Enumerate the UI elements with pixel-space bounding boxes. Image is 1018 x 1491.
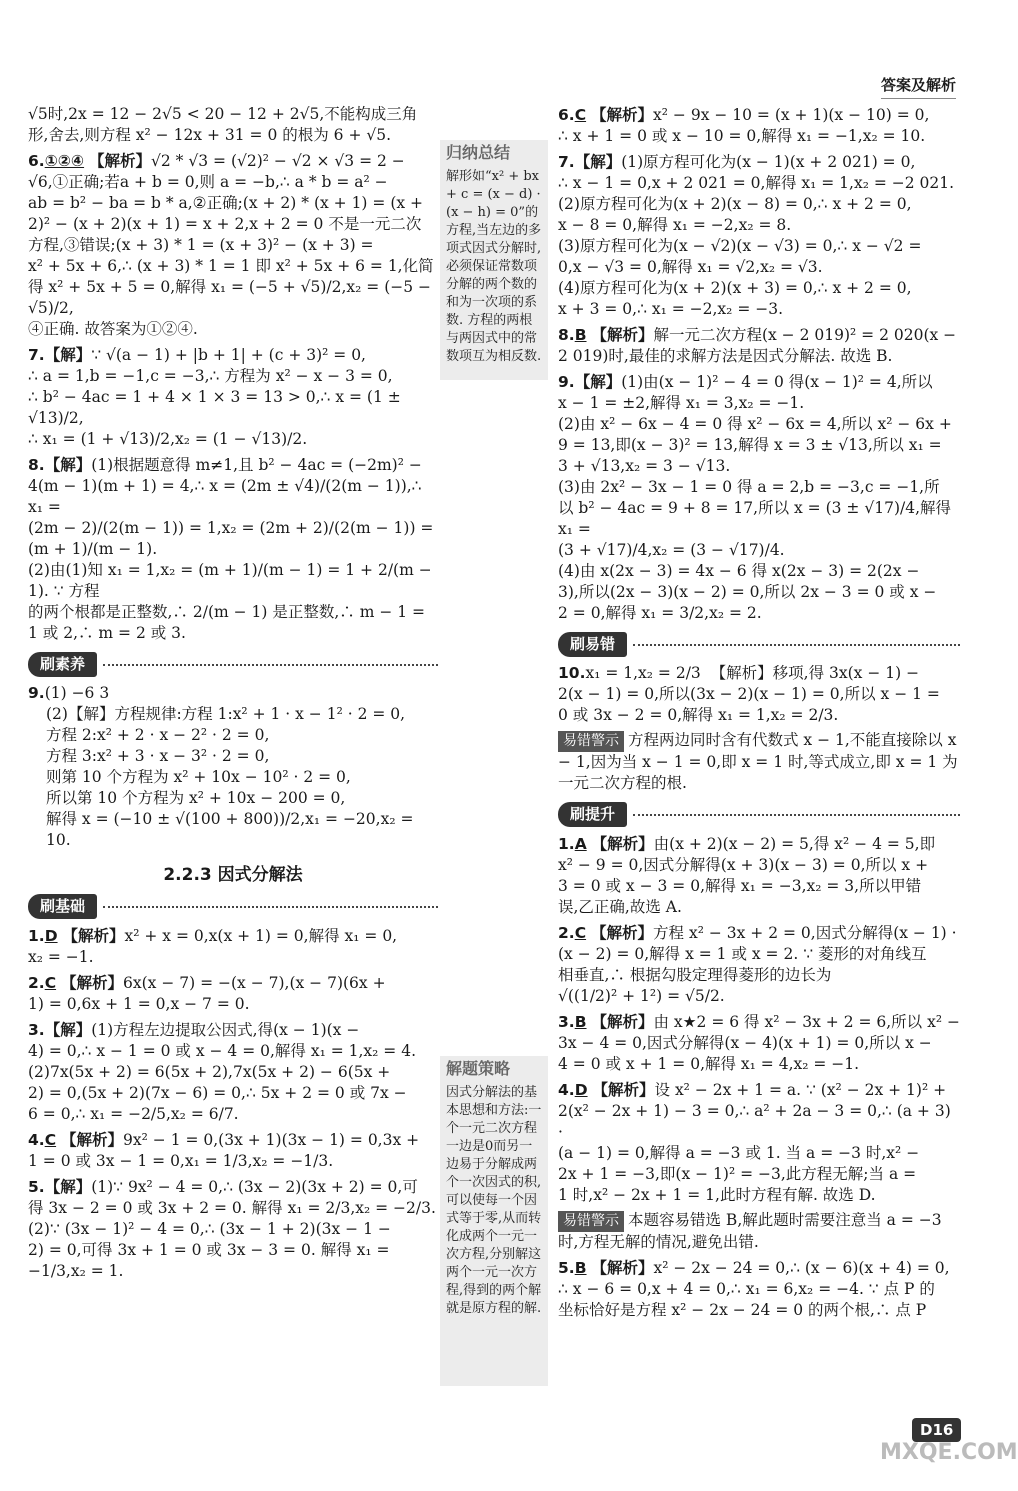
banner-yicuo — [558, 632, 960, 657]
text-line: 2) = 0,(5x + 2)(7x − 6) = 0,∴ 5x + 2 = 0 或 7x − — [28, 1084, 407, 1102]
text-line: ∴ b² − 4ac = 1 + 4 × 1 × 3 = 13 > 0,∴ x = (1 ± √13)/2, — [28, 388, 406, 427]
question-r6 — [558, 104, 960, 147]
sidebar-note-title: 解题策略 — [446, 1059, 511, 1078]
text-line: 2(x − 1) = 0,所以(3x − 2)(x − 1) = 0,所以 x − 1 = — [558, 685, 940, 703]
analysis-tag: 【解析】 — [62, 926, 125, 945]
answer-choice: C — [574, 924, 587, 942]
text-line: (2)【解】方程规律:方程 1:x² + 1 · x − 1² · 2 = 0, — [46, 705, 406, 723]
text-line: ∴ x₁ = (1 + √13)/2,x₂ = (1 − √13)/2. — [28, 430, 308, 448]
top-continuation — [28, 104, 438, 146]
question-number: 7. — [28, 346, 45, 364]
text-line: 解得 x = (−10 ± √(100 + 800))/2,x₁ = −20,x₂ = 10. — [46, 810, 419, 849]
banner-divider — [103, 664, 438, 666]
analysis-tag: 【解析】 — [61, 1130, 124, 1149]
question-number: 2. — [558, 924, 575, 942]
page-number: D16 — [912, 1418, 961, 1442]
banner-label: 刷提升 — [558, 802, 627, 827]
question-number: 1. — [558, 835, 575, 853]
basic-question-3 — [28, 1019, 438, 1125]
question-number: 9. — [28, 684, 45, 702]
question-number: 5. — [28, 1178, 45, 1196]
text-line: 误,乙正确,故选 A. — [558, 898, 682, 916]
warning-label: 易错警示 — [558, 731, 624, 752]
question-number: 4. — [558, 1081, 575, 1099]
question-number: 1. — [28, 927, 45, 945]
text-line: 方程 2:x² + 2 · x − 2² · 2 = 0, — [46, 726, 270, 744]
text-line: (1)由(x − 1)² − 4 = 0 得(x − 1)² = 4,所以 — [621, 373, 933, 391]
text-line: 方程 3:x² + 3 · x − 3² · 2 = 0, — [46, 747, 270, 765]
text-line: ∵ √(a − 1) + |b + 1| + (c + 3)² = 0, — [91, 346, 366, 364]
question-number: 4. — [28, 1131, 45, 1149]
text-line: (1)原方程可化为(x − 1)(x + 2 021) = 0, — [621, 153, 916, 171]
text-line: 9 = 13,即(x − 3)² = 13,解得 x = 3 ± √13,所以 x₁ = — [558, 436, 942, 454]
text-line: 3),所以(2x − 3)(x − 2) = 0,所以 2x − 3 = 0 或 x − — [558, 583, 937, 601]
warning-text: 方程两边同时含有代数式 x − 1,不能直接除以 x − 1,因为当 x − 1 = 0,即 x = 1 时,等式成立,即 x = 1 为一元二次方程的根. — [558, 731, 958, 792]
watermark: MXQE.COM — [880, 1440, 1018, 1465]
text-line: 方程,③错误;(x + 3) * 1 = (x + 3)² − (x + 3) = — [28, 236, 374, 254]
text-line: ∴ x − 1 = 0,x + 2 021 = 0,解得 x₁ = 1,x₂ = −2 021. — [558, 174, 955, 192]
banner-divider — [633, 814, 960, 816]
question-7 — [28, 344, 438, 450]
text-line: 由(x + 2)(x − 2) = 5,得 x² − 4 = 5,即 — [653, 835, 936, 853]
text-line: 1 = 0 或 3x − 1 = 0,x₁ = 1/3,x₂ = −1/3. — [28, 1152, 334, 1170]
answer-choice: D — [574, 1081, 588, 1099]
text-line: (2)由(1)知 x₁ = 1,x₂ = (m + 1)/(m − 1) = 1 + 2/(m − 1). ∵ 方程 — [28, 561, 437, 600]
section-title: 2.2.3 因式分解法 — [163, 865, 303, 885]
text-line: (3 + √17)/4,x₂ = (3 − √17)/4. — [558, 541, 785, 559]
answer-choice: D — [44, 927, 58, 945]
text-line: (1)∵ 9x² − 4 = 0,∴ (3x − 2)(3x + 2) = 0,可 — [91, 1178, 418, 1196]
answer-choice: C — [44, 974, 57, 992]
text-line: 2x + 1 = −3,即(x − 1)² = −3,此方程无解;当 a = — [558, 1165, 917, 1183]
analysis-tag: 【解析】 — [592, 1080, 655, 1099]
banner-suyang — [28, 652, 438, 677]
advanced-question-2 — [558, 922, 960, 1007]
text-line: x₁ = 1,x₂ = 2/3 【解析】移项,得 3x(x − 1) − — [585, 664, 920, 682]
question-6 — [28, 150, 438, 340]
text-line: (3)原方程可化为(x − √2)(x − √3) = 0,∴ x − √2 = — [558, 237, 922, 255]
text-line: 2)² − (x + 2)(x + 1) = x + 2,x + 2 = 0 不是一元二次 — [28, 215, 422, 233]
text-line: 2) = 0,可得 3x + 1 = 0 或 3x − 3 = 0. 解得 x₁ = — [28, 1241, 390, 1259]
question-number: 2. — [28, 974, 45, 992]
question-r10 — [558, 663, 960, 726]
sidebar-note-summary — [440, 140, 548, 380]
text-line: 所以第 10 个方程为 x² + 10x − 200 = 0, — [46, 789, 346, 807]
answer-choice: B — [574, 326, 587, 344]
question-number: 9. — [558, 373, 575, 391]
warning-note-2 — [558, 1210, 960, 1253]
text-line: (1)方程左边提取公因式,得(x − 1)(x − — [91, 1021, 360, 1039]
text-line: 4(m − 1)(m + 1) = 4,∴ x = (2m ± √4)/(2(m − 1)),∴ x₁ = — [28, 477, 427, 516]
advanced-question-4 — [558, 1079, 960, 1206]
header-title: 答案及解析 — [881, 74, 956, 99]
sidebar-note-title: 归纳总结 — [446, 143, 511, 162]
text-line: 4) = 0,∴ x − 1 = 0 或 x − 4 = 0,解得 x₁ = 1,x₂ = 4. — [28, 1042, 416, 1060]
sidebar-note-strategy — [440, 1056, 548, 1386]
text-line: 的两个根都是正整数,∴ 2/(m − 1) 是正整数,∴ m − 1 = — [28, 603, 426, 621]
left-column — [28, 104, 438, 1286]
answer-choice: A — [574, 835, 587, 853]
text-line: 1) = 0,6x + 1 = 0,x − 7 = 0. — [28, 995, 250, 1013]
sidebar-note-text: 因式分解法的基本思想和方法:一个一元二次方程一边是0而另一边易于分解成两个一次因式的积,可以使每一个因式等于零,从而转化成两个一元一次方程,分别解这两个一元一次方程,得到的两个解就是原方程的解. — [446, 1085, 542, 1316]
answer-choice: C — [574, 106, 587, 124]
answer-choice: ①②④ — [44, 152, 85, 170]
advanced-question-5 — [558, 1257, 960, 1321]
text-line: (2)原方程可化为(x + 2)(x − 8) = 0,∴ x + 2 = 0, — [558, 195, 912, 213]
text-line: 解一元二次方程(x − 2 019)² = 2 020(x − — [653, 326, 957, 344]
analysis-tag: 【解析】 — [591, 1012, 654, 1031]
question-number: 6. — [558, 106, 575, 124]
text-line: 2 019)时,最佳的求解方法是因式分解法. 故选 B. — [558, 347, 893, 365]
question-r9 — [558, 371, 960, 624]
text-line: 3 = 0 或 x − 3 = 0,解得 x₁ = −3,x₂ = 3,所以甲错 — [558, 877, 922, 895]
text-line: 3x − 4 = 0,因式分解得(x − 4)(x + 1) = 0,所以 x − — [558, 1034, 932, 1052]
text-line: 2(x² − 2x + 1) − 3 = 0,∴ a² + 2a − 3 = 0,∴ (a + 3) · — [558, 1102, 956, 1141]
text-line: 设 x² − 2x + 1 = a. ∵ (x² − 2x + 1)² + — [654, 1081, 947, 1099]
text-line: 6 = 0,∴ x₁ = −2/5,x₂ = 6/7. — [28, 1105, 239, 1123]
text-line: x² − 9x − 10 = (x + 1)(x − 10) = 0, — [653, 106, 930, 124]
text-line: (2)由 x² − 6x − 4 = 0 得 x² − 6x = 4,所以 x² − 6x + — [558, 415, 952, 433]
question-number: 8. — [28, 456, 45, 474]
text-line: √5时,2x = 12 − 2√5 < 20 − 12 + 2√5,不能构成三角 — [28, 105, 418, 123]
text-line: −1/3,x₂ = 1. — [28, 1262, 124, 1280]
question-r7 — [558, 151, 960, 320]
question-8 — [28, 454, 438, 644]
text-line: √2 * √3 = (√2)² − √2 × √3 = 2 − — [151, 152, 405, 170]
banner-divider — [103, 906, 438, 908]
banner-label: 刷易错 — [558, 632, 627, 657]
solution-tag: 【解】 — [574, 372, 622, 391]
text-line: 得 3x − 2 = 0 或 3x + 2 = 0. 解得 x₁ = 2/3,x₂ = −2/3. — [28, 1199, 436, 1217]
warning-label: 易错警示 — [558, 1211, 624, 1232]
analysis-tag: 【解析】 — [591, 105, 654, 124]
text-line: x² + x = 0,x(x + 1) = 0,解得 x₁ = 0, — [124, 927, 398, 945]
answer-choice: B — [574, 1013, 587, 1031]
text-line: (3)由 2x² − 3x − 1 = 0 得 a = 2,b = −3,c = −1,所 — [558, 478, 940, 496]
text-line: (a − 1) = 0,解得 a = −3 或 1. 当 a = −3 时,x² − — [558, 1144, 920, 1162]
text-line: 3 + √13,x₂ = 3 − √13. — [558, 457, 731, 475]
text-line: 得 x² + 5x + 5 = 0,解得 x₁ = (−5 + √5)/2,x₂ = (−5 − √5)/2, — [28, 278, 436, 317]
text-line: (4)原方程可化为(x + 2)(x + 3) = 0,∴ x + 2 = 0, — [558, 279, 912, 297]
text-line: (4)由 x(2x − 3) = 4x − 6 得 x(2x − 3) = 2(2x − — [558, 562, 920, 580]
text-line: ab = b² − ba = b * a,②正确;(x + 2) * (x + 1) = (x + — [28, 194, 424, 212]
banner-jichu — [28, 894, 438, 919]
text-line: 0,x − √3 = 0,解得 x₁ = √2,x₂ = √3. — [558, 258, 823, 276]
text-line: (1) −6 3 — [44, 684, 110, 702]
text-line: (2)∵ (3x − 1)² − 4 = 0,∴ (3x − 1 + 2)(3x − 1 − — [28, 1220, 391, 1238]
text-line: ④正确. 故答案为①②④. — [28, 320, 198, 338]
text-line: 1 或 2,∴ m = 2 或 3. — [28, 624, 186, 642]
sidebar-note-text: 解形如“x² + bx + c = (x − d) · (x − h) = 0”的方程,当左边的多项式因式分解时,必须保证常数项分解的两个数的和为一次项的系数. 方程的两根与两因式中的常数项互为相反数. — [446, 169, 542, 364]
text-line: 1 时,x² − 2x + 1 = 1,此时方程有解. 故选 D. — [558, 1186, 876, 1204]
solution-tag: 【解】 — [574, 152, 622, 171]
text-line: 由 x★2 = 6 得 x² − 3x + 2 = 6,所以 x² − — [653, 1013, 960, 1031]
text-line: 9x² − 1 = 0,(3x + 1)(3x − 1) = 0,3x + — [123, 1131, 420, 1149]
advanced-question-1 — [558, 833, 960, 918]
warning-note-1 — [558, 730, 960, 794]
question-number: 3. — [28, 1021, 45, 1039]
right-column — [558, 104, 960, 1325]
text-line: (2m − 2)/(2(m − 1)) = 1,x₂ = (2m + 2)/(2(m − 1)) = (m + 1)/(m − 1). — [28, 519, 439, 558]
banner-tisheng — [558, 802, 960, 827]
banner-divider — [633, 644, 960, 646]
banner-label: 刷素养 — [28, 652, 97, 677]
basic-question-4 — [28, 1129, 438, 1172]
text-line: √6,①正确;若a + b = 0,则 a = −b,∴ a * b = a² − — [28, 173, 388, 191]
analysis-tag: 【解析】 — [591, 325, 654, 344]
text-line: (1)根据题意得 m≠1,且 b² − 4ac = (−2m)² − — [91, 456, 422, 474]
text-line: √((1/2)² + 1²) = √5/2. — [558, 987, 725, 1005]
text-line: 6x(x − 7) = −(x − 7),(x − 7)(6x + — [123, 974, 386, 992]
text-line: 则第 10 个方程为 x² + 10x − 10² · 2 = 0, — [46, 768, 351, 786]
question-number: 7. — [558, 153, 575, 171]
answer-choice: C — [44, 1131, 57, 1149]
analysis-tag: 【解析】 — [591, 923, 654, 942]
solution-tag: 【解】 — [44, 345, 92, 364]
text-line: x − 1 = ±2,解得 x₁ = 3,x₂ = −1. — [558, 394, 805, 412]
basic-question-2 — [28, 972, 438, 1015]
text-line: 以 b² − 4ac = 9 + 8 = 17,所以 x = (3 ± √17)/4,解得 x₁ = — [558, 499, 956, 538]
text-line: (2)7x(5x + 2) = 6(5x + 2),7x(5x + 2) − 6(5x + — [28, 1063, 391, 1081]
text-line: 2 = 0,解得 x₁ = 3/2,x₂ = 2. — [558, 604, 762, 622]
question-number: 3. — [558, 1013, 575, 1031]
text-line: 坐标恰好是方程 x² − 2x − 24 = 0 的两个根,∴ 点 P — [558, 1301, 927, 1319]
text-line: x² − 9 = 0,因式分解得(x + 3)(x − 3) = 0,所以 x + — [558, 856, 929, 874]
solution-tag: 【解】 — [44, 455, 92, 474]
text-line: 相垂直,∴ 根据勾股定理得菱形的边长为 — [558, 966, 832, 984]
analysis-tag: 【解析】 — [591, 1258, 654, 1277]
question-number: 10. — [558, 664, 586, 682]
solution-tag: 【解】 — [44, 1020, 92, 1039]
question-number: 5. — [558, 1259, 575, 1277]
analysis-tag: 【解析】 — [89, 151, 152, 170]
text-line: 方程 x² − 3x + 2 = 0,因式分解得(x − 1) · — [653, 924, 957, 942]
warning-text: 本题容易错选 B,解此题时需要注意当 a = −3 时,方程无解的情况,避免出错. — [558, 1211, 942, 1251]
text-line: 4 = 0 或 x + 1 = 0,解得 x₁ = 4,x₂ = −1. — [558, 1055, 860, 1073]
question-9 — [28, 683, 438, 851]
text-line: 0 或 3x − 2 = 0,解得 x₁ = 1,x₂ = 2/3. — [558, 706, 839, 724]
solution-tag: 【解】 — [44, 1177, 92, 1196]
text-line: x − 8 = 0,解得 x₁ = −2,x₂ = 8. — [558, 216, 792, 234]
text-line: x² − 2x − 24 = 0,∴ (x − 6)(x + 4) = 0, — [653, 1259, 950, 1277]
text-line: x₂ = −1. — [28, 948, 94, 966]
text-line: ∴ x + 1 = 0 或 x − 10 = 0,解得 x₁ = −1,x₂ = 10. — [558, 127, 926, 145]
question-number: 6. — [28, 152, 45, 170]
analysis-tag: 【解析】 — [61, 973, 124, 992]
advanced-question-3 — [558, 1011, 960, 1075]
text-line: x² + 5x + 6,∴ (x + 3) * 1 = 1 即 x² + 5x + 6 = 1,化简 — [28, 257, 434, 275]
text-line: x + 3 = 0,∴ x₁ = −2,x₂ = −3. — [558, 300, 784, 318]
text-line: ∴ x − 6 = 0,x + 4 = 0,∴ x₁ = 6,x₂ = −4. ∵ 点 P 的 — [558, 1280, 935, 1298]
basic-question-5 — [28, 1176, 438, 1282]
text-line: (x − 2) = 0,解得 x = 1 或 x = 2. ∵ 菱形的对角线互 — [558, 945, 927, 963]
text-line: ∴ a = 1,b = −1,c = −3,∴ 方程为 x² − x − 3 = 0, — [28, 367, 393, 385]
answer-choice: B — [574, 1259, 587, 1277]
question-number: 8. — [558, 326, 575, 344]
banner-label: 刷基础 — [28, 894, 97, 919]
analysis-tag: 【解析】 — [591, 834, 654, 853]
basic-question-1 — [28, 925, 438, 968]
question-r8 — [558, 324, 960, 367]
text-line: 形,舍去,则方程 x² − 12x + 31 = 0 的根为 6 + √5. — [28, 126, 392, 144]
